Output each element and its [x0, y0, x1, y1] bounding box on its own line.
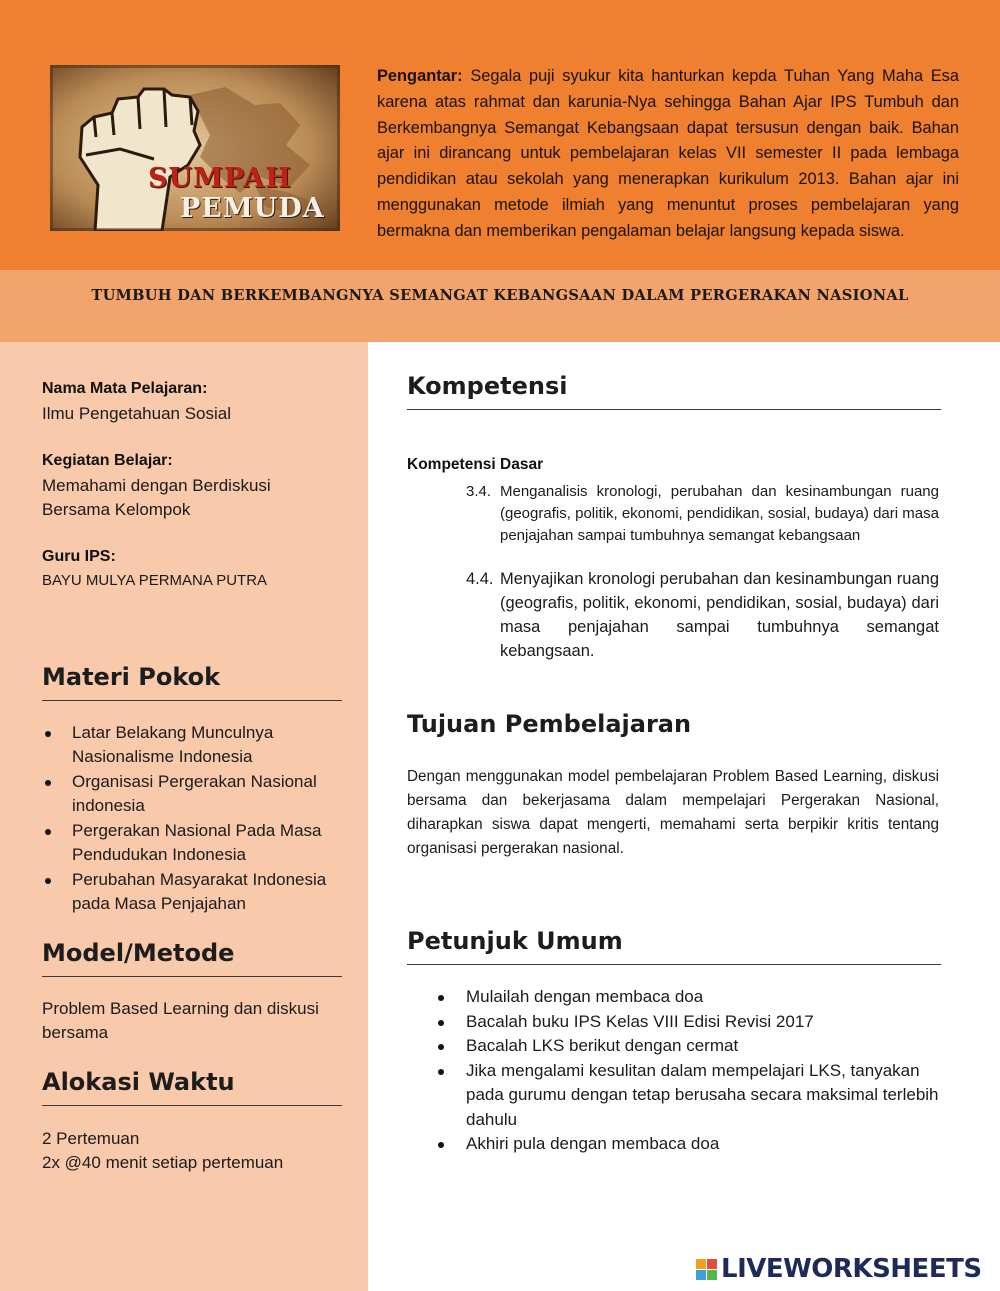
- kd-item-4-4: [466, 567, 939, 663]
- list-item: Mulailah dengan membaca doa: [435, 985, 940, 1010]
- bullet-icon: [45, 829, 51, 835]
- title-band: [0, 270, 1000, 342]
- subject-value: Ilmu Pengetahuan Sosial: [42, 404, 232, 423]
- tujuan-paragraph: Dengan menggunakan model pembelajaran Problem Based Learning, diskusi bersama dan bekerjasama dalam mempelajari Pergerakan Nasional, diharapkan siswa dapat mengerti, memahami serta berpikir kritis tentang organisasi pergerakan nasional.: [407, 768, 939, 857]
- list-item: Jika mengalami kesulitan dalam mempelajari LKS, tanyakan pada gurumu dengan tetap berusaha secara maksimal terlebih dahulu: [435, 1059, 940, 1133]
- bullet-icon: [438, 995, 444, 1001]
- image-caption-bottom: PEMUDA: [180, 193, 325, 224]
- teacher-value: BAYU MULYA PERMANA PUTRA: [42, 572, 268, 589]
- activity-value-line2: Bersama Kelompok: [42, 500, 191, 519]
- materi-pokok-heading: Materi Pokok: [42, 663, 221, 691]
- bullet-icon: [438, 1020, 444, 1026]
- kd-item-3-4: [466, 481, 939, 547]
- bullet-icon: [438, 1142, 444, 1148]
- list-item: Bacalah buku IPS Kelas VIII Edisi Revisi 2017: [435, 1010, 940, 1035]
- list-item: Organisasi Pergerakan Nasional indonesia: [42, 770, 352, 818]
- intro-paragraph: [377, 64, 959, 245]
- kd-text: Menganalisis kronologi, perubahan dan kesinambungan ruang (geografis, politik, ekonomi, pendidikan, sosial, budaya) dari masa penjajahan sampai tumbuhnya semangat kebangsaan: [500, 483, 939, 544]
- bullet-icon: [438, 1044, 444, 1050]
- kompetensi-divider: [407, 409, 941, 410]
- bullet-icon: [438, 1069, 444, 1075]
- activity-value-line1: Memahami dengan Berdiskusi: [42, 476, 271, 495]
- kd-number: 4.4.: [466, 570, 494, 588]
- tujuan-heading: Tujuan Pembelajaran: [407, 710, 692, 738]
- bullet-icon: [45, 878, 51, 884]
- materi-list: [42, 721, 352, 916]
- logo-blocks-icon: [696, 1259, 717, 1280]
- petunjuk-divider: [407, 964, 941, 965]
- petunjuk-list: [435, 985, 940, 1157]
- model-divider: [42, 976, 342, 977]
- page-title: TUMBUH DAN BERKEMBANGNYA SEMANGAT KEBANGSAAN DALAM PERGERAKAN NASIONAL: [91, 287, 909, 304]
- alokasi-waktu-heading: Alokasi Waktu: [42, 1068, 235, 1096]
- time-value-line1: 2 Pertemuan: [42, 1129, 140, 1148]
- logo-block: [696, 1270, 706, 1280]
- logo-block: [707, 1270, 717, 1280]
- kompetensi-dasar-label: Kompetensi Dasar: [407, 456, 544, 473]
- intro-label: Pengantar:: [377, 67, 463, 85]
- logo-text: LIVEWORKSHEETS: [721, 1254, 982, 1284]
- logo-block: [707, 1259, 717, 1269]
- list-item: Latar Belakang Munculnya Nasionalisme Indonesia: [42, 721, 352, 769]
- kd-number: 3.4.: [466, 483, 492, 500]
- liveworksheets-logo[interactable]: [696, 1254, 982, 1284]
- intro-text: Segala puji syukur kita hanturkan kepda Tuhan Yang Maha Esa karena atas rahmat dan karunia-Nya sehingga Bahan Ajar IPS Tumbuh dan Berkembangnya Semangat Kebangsaan dapat tersusun dengan baik. Bahan ajar ini dirancang untuk pembelajaran kelas VII semester II pada lembaga pendidikan atau sekolah yang menerapkan kurikulum 2013. Bahan ajar ini menggunakan metode ilmiah yang menuntut proses pembelajaran yang bermakna dan memberikan pengalaman belajar langsung kepada siswa.: [377, 67, 959, 240]
- image-caption-top: SUMPAH: [148, 163, 292, 194]
- list-item: Pergerakan Nasional Pada Masa Pendudukan Indonesia: [42, 819, 352, 867]
- teacher-label: Guru IPS:: [42, 548, 116, 565]
- materi-divider: [42, 700, 342, 701]
- model-value-line2: bersama: [42, 1023, 109, 1042]
- model-value-line1: Problem Based Learning dan diskusi: [42, 999, 319, 1018]
- list-item: Akhiri pula dengan membaca doa: [435, 1132, 940, 1157]
- time-divider: [42, 1105, 342, 1106]
- kompetensi-heading: Kompetensi: [407, 372, 568, 400]
- subject-label: Nama Mata Pelajaran:: [42, 380, 208, 397]
- list-item: Bacalah LKS berikut dengan cermat: [435, 1034, 940, 1059]
- sumpah-pemuda-image: [50, 65, 340, 231]
- petunjuk-heading: Petunjuk Umum: [407, 927, 623, 955]
- bullet-icon: [45, 780, 51, 786]
- logo-block: [696, 1259, 706, 1269]
- activity-label: Kegiatan Belajar:: [42, 452, 173, 469]
- list-item: Perubahan Masyarakat Indonesia pada Masa Penjajahan: [42, 868, 352, 916]
- time-value-line2: 2x @40 menit setiap pertemuan: [42, 1153, 284, 1172]
- model-metode-heading: Model/Metode: [42, 939, 235, 967]
- bullet-icon: [45, 731, 51, 737]
- kd-text: Menyajikan kronologi perubahan dan kesinambungan ruang (geografis, politik, ekonomi, pendidikan, sosial, budaya) dari masa penjajahan sampai tumbuhnya semangat kebangsaan.: [500, 570, 939, 660]
